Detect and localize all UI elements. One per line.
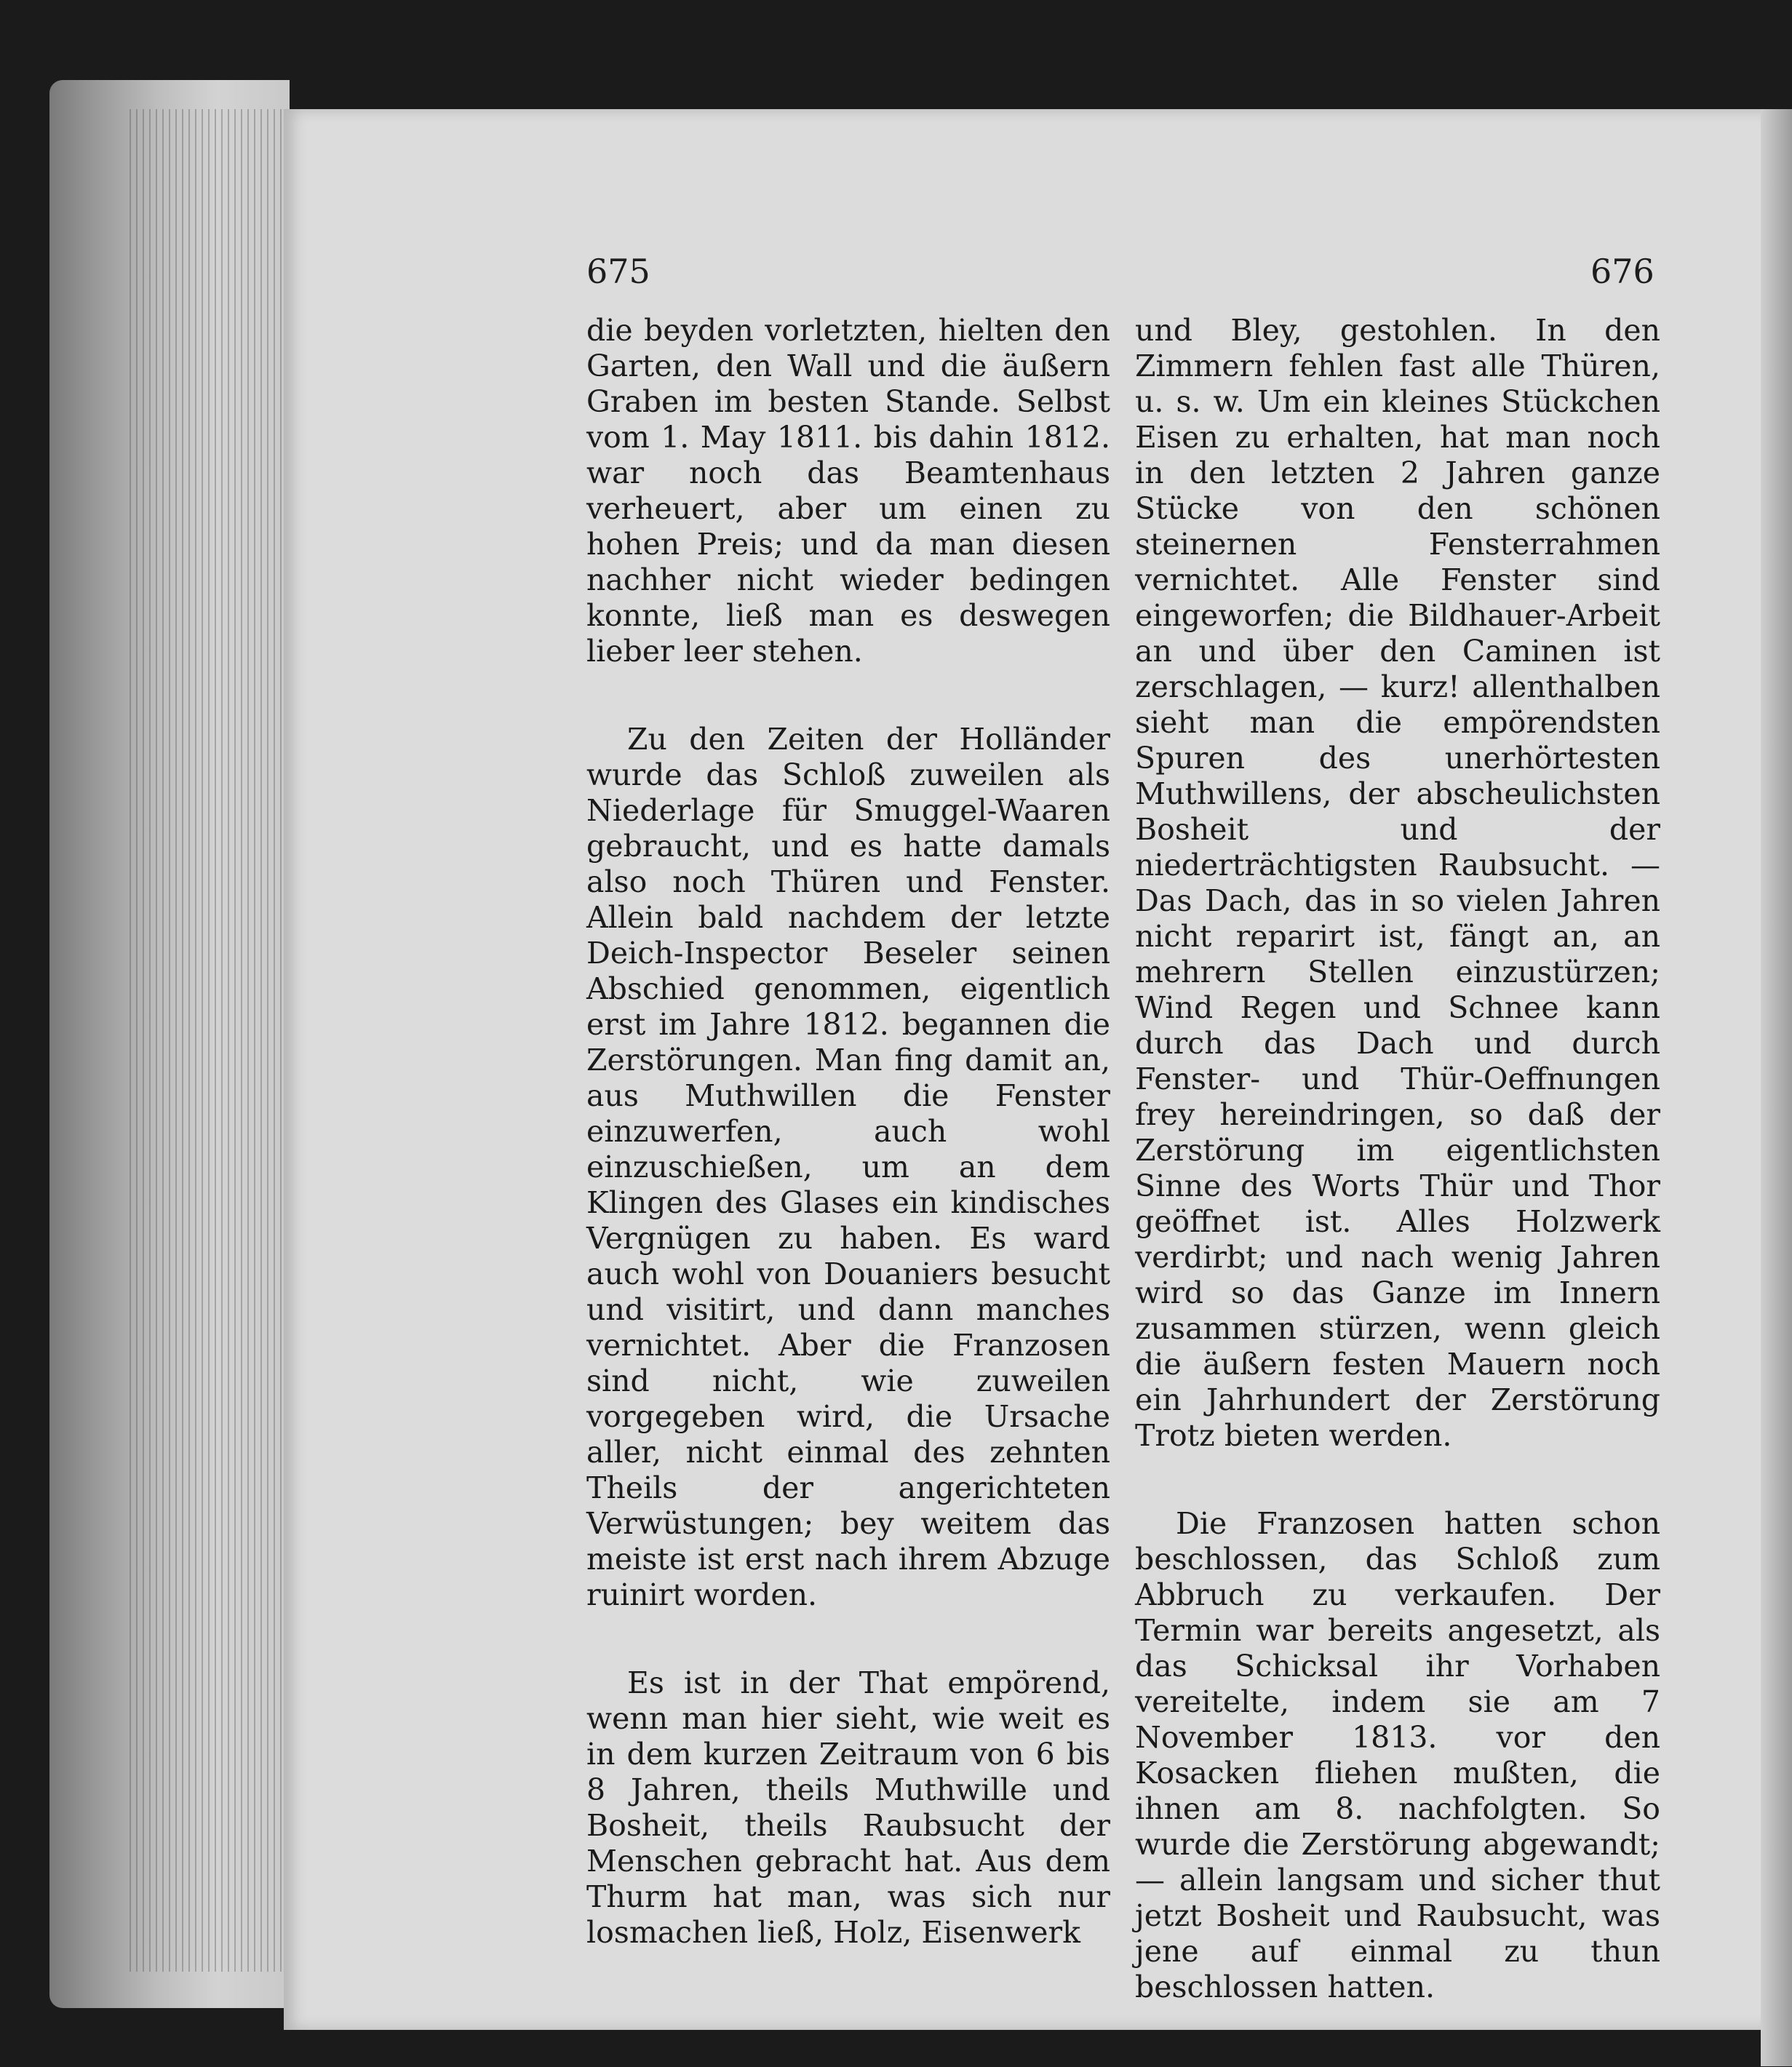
page-number-right: 676 xyxy=(1590,252,1654,291)
paragraph: Es ist in der That empörend, wenn man hier sieht, wie weit es in dem kurzen Zeitraum von 6 bis 8 Jahren, theils Muthwille und Bosheit, theils Raubsucht der Menschen gebracht hat. Aus dem Thurm hat man, was sich nur losmachen ließ, Holz, Eisenwerk xyxy=(586,1665,1110,1950)
paragraph: Zu den Zeiten der Holländer wurde das Schloß zuweilen als Niederlage für Smuggel-Waaren gebraucht, und es hatte damals also noch Thüren und Fenster. Allein bald nachdem der letzte Deich-Inspector Beseler seinen Abschied genommen, eigentlich erst im Jahre 1812. begannen die Zerstörungen. Man fing damit an, aus Muthwillen die Fenster einzuwerfen, auch wohl einzuschießen, um an dem Klingen des Glases ein kindisches Vergnügen zu haben. Es ward auch wohl von Douaniers besucht und visitirt, und dann manches vernichtet. Aber die Franzosen sind nicht, wie zuweilen vorgegeben wird, die Ursache aller, nicht einmal des zehnten Theils der angerichteten Verwüstungen; bey weitem das meiste ist erst nach ihrem Abzuge ruinirt worden. xyxy=(586,722,1110,1612)
left-text-column xyxy=(586,313,1110,1951)
paragraph: und Bley, gestohlen. In den Zimmern fehlen fast alle Thüren, u. s. w. Um ein kleines Stückchen Eisen zu erhalten, hat man noch in den letzten 2 Jahren ganze Stücke von den schönen steinernen Fensterrahmen vernichtet. Alle Fenster sind eingeworfen; die Bildhauer-Arbeit an und über den Caminen ist zerschlagen, — kurz! allenthalben sieht man die empörendsten Spuren des unerhörtesten Muthwillens, der abscheulichsten Bosheit und der niederträchtigsten Raubsucht. — Das Dach, das in so vielen Jahren nicht reparirt ist, fängt an, an mehrern Stellen einzustürzen; Wind Regen und Schnee kann durch das Dach und durch Fenster- und Thür-Oeffnungen frey hereindringen, so daß der Zerstörung im eigentlichsten Sinne des Worts Thür und Thor geöffnet ist. Alles Holzwerk verdirbt; und nach wenig Jahren wird so das Ganze im Innern zusammen stürzen, wenn gleich die äußern festen Mauern noch ein Jahrhundert der Zerstörung Trotz bieten werden. xyxy=(1135,313,1660,1453)
paragraph: die beyden vorletzten, hielten den Garten, den Wall und die äußern Graben im besten Stande. Selbst vom 1. May 1811. bis dahin 1812. war noch das Beamtenhaus verheuert, aber um einen zu hohen Preis; und da man diesen nachher nicht wieder bedingen konnte, ließ man es deswegen lieber leer stehen. xyxy=(586,313,1110,669)
page-number-left: 675 xyxy=(586,252,650,291)
page-stack-lines xyxy=(130,109,290,1972)
paragraph: Die Franzosen hatten schon beschlossen, das Schloß zum Abbruch zu verkaufen. Der Termin war bereits angesetzt, als das Schicksal ihr Vorhaben vereitelte, indem sie am 7 November 1813. vor den Kosacken fliehen mußten, die ihnen am 8. nachfolgten. So wurde die Zerstörung abgewandt; — allein langsam und sicher thut jetzt Bosheit und Raubsucht, was jene auf einmal zu thun beschlossen hatten. xyxy=(1135,1506,1660,2004)
right-text-column xyxy=(1135,313,1660,2005)
right-page-edge xyxy=(1761,109,1792,2066)
book-page-edges xyxy=(49,80,290,2008)
